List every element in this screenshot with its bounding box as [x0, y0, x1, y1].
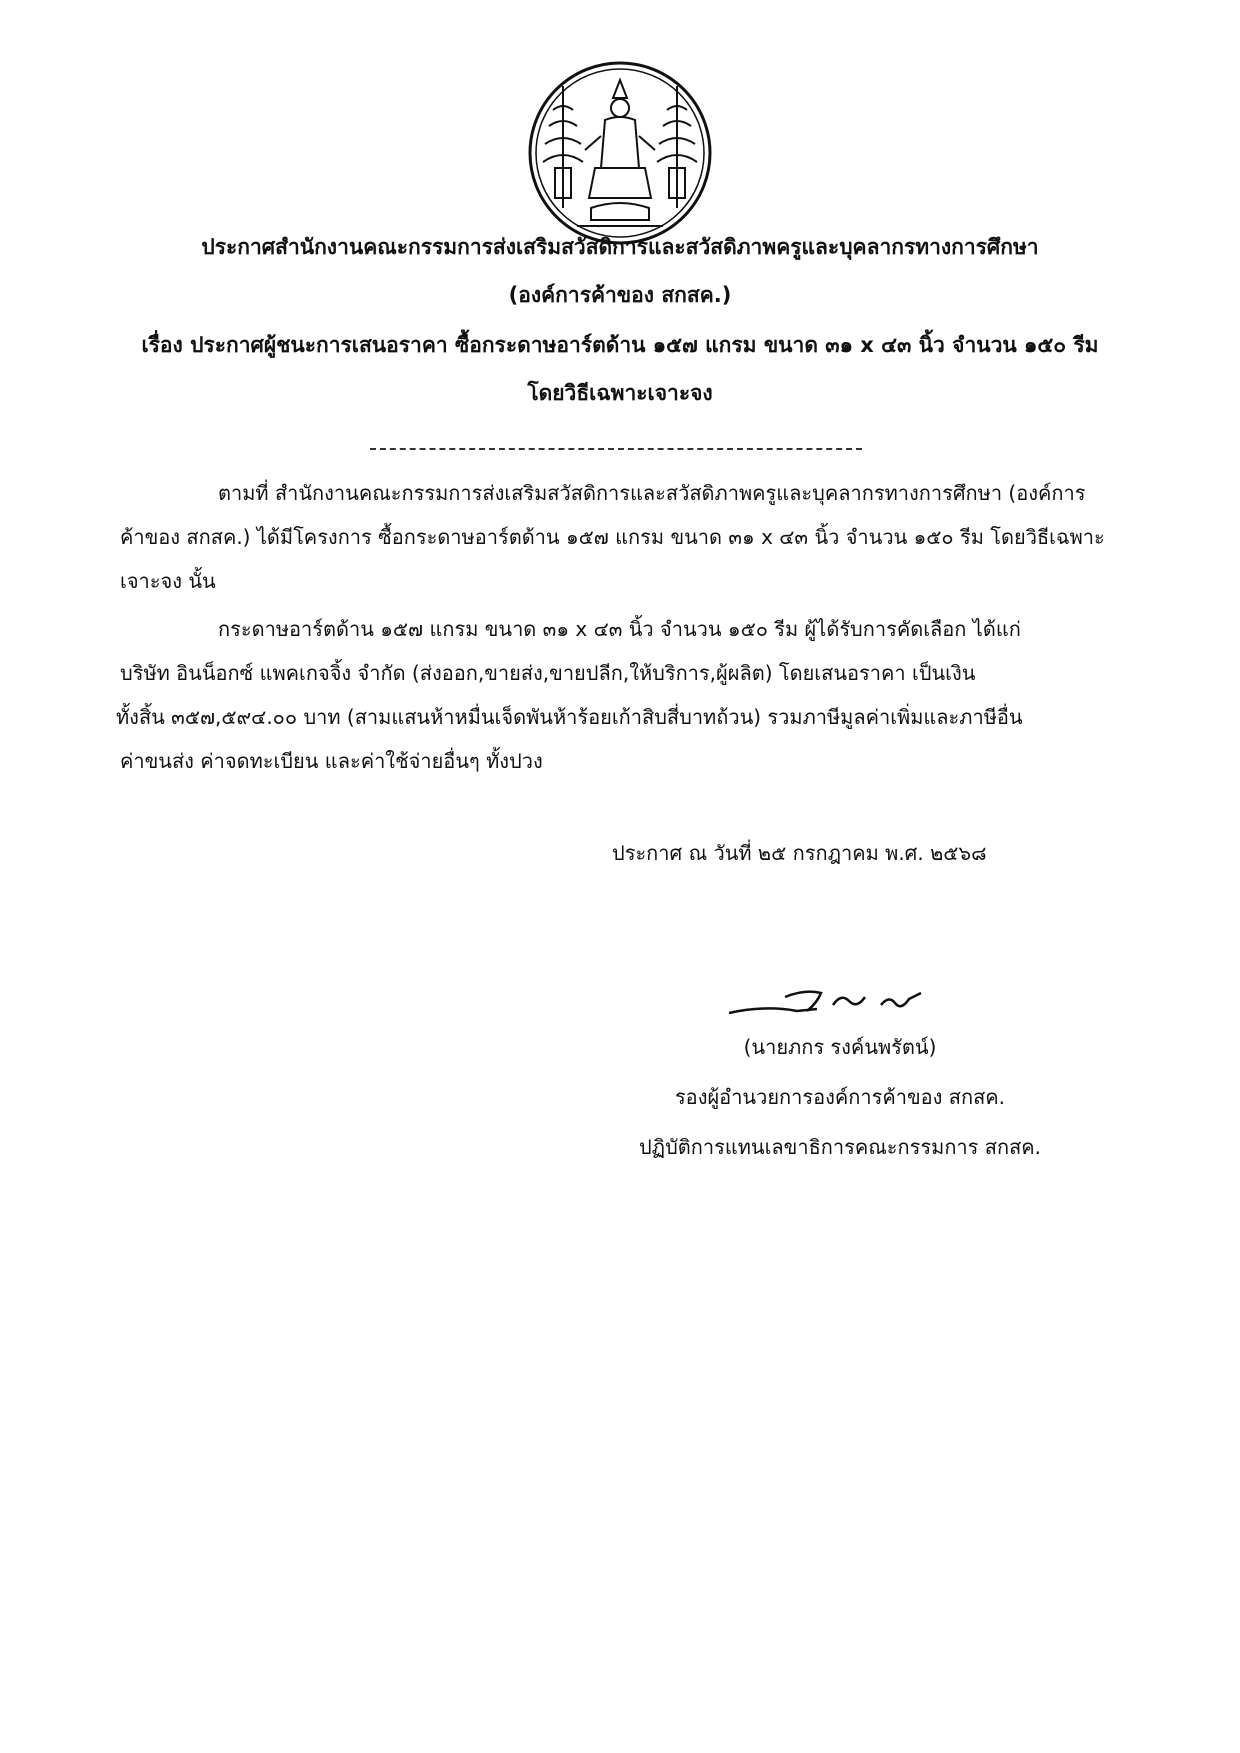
paragraph-2-line-4: ค่าขนส่ง ค่าจดทะเบียน และค่าใช้จ่ายอื่นๆ ทั้งปวง [120, 749, 543, 773]
subject-line-continued: โดยวิธีเฉพาะเจาะจง [527, 381, 713, 405]
paragraph-2-line-1: กระดาษอาร์ตด้าน ๑๕๗ แกรม ขนาด ๓๑ x ๔๓ นิ้ว จำนวน ๑๕๐ รีม ผู้ได้รับการคัดเลือก ได้แก่ [218, 617, 1021, 641]
announcement-date: ประกาศ ณ วันที่ ๒๕ กรกฎาคม พ.ศ. ๒๕๖๘ [612, 841, 987, 865]
signatory-acting-position: ปฏิบัติการแทนเลขาธิการคณะกรรมการ สกสค. [638, 1135, 1042, 1159]
emblem-seal-icon [525, 58, 715, 248]
paragraph-2-line-2: บริษัท อินน็อกซ์ แพคเกจจิ้ง จำกัด (ส่งออก,ขายส่ง,ขายปลีก,ให้บริการ,ผู้ผลิต) โดยเสนอราคา เป็นเงิน [120, 661, 976, 685]
title-line-1: ประกาศสำนักงานคณะกรรมการส่งเสริมสวัสดิการและสวัสดิภาพครูและบุคลากรทางการศึกษา [201, 235, 1039, 259]
title-divider [370, 448, 862, 450]
handwritten-signature [725, 975, 945, 1035]
paragraph-1-line-1: ตามที่ สำนักงานคณะกรรมการส่งเสริมสวัสดิการและสวัสดิภาพครูและบุคลากรทางการศึกษา (องค์การ [218, 481, 1086, 505]
paragraph-2-line-3: ทั้งสิ้น ๓๕๗,๕๙๔.๐๐ บาท (สามแสนห้าหมื่นเจ็ดพันห้าร้อยเก้าสิบสี่บาทถ้วน) รวมภาษีมูลค่าเพิ่มและภาษีอื่น [116, 705, 1023, 729]
signatory-position: รองผู้อำนวยการองค์การค้าของ สกสค. [674, 1085, 1006, 1109]
title-line-2: (องค์การค้าของ สกสค.) [508, 283, 732, 307]
signatory-name: (นายภกร รงค์นพรัตน์) [743, 1035, 937, 1059]
paragraph-1-line-2: ค้าของ สกสค.) ได้มีโครงการ ซื้อกระดาษอาร์ตด้าน ๑๕๗ แกรม ขนาด ๓๑ x ๔๓ นิ้ว จำนวน ๑๕๐ รีม โดยวิธีเฉพาะ [120, 525, 1105, 549]
subject-line: เรื่อง ประกาศผู้ชนะการเสนอราคา ซื้อกระดาษอาร์ตด้าน ๑๕๗ แกรม ขนาด ๓๑ x ๔๓ นิ้ว จำนวน ๑๕๐ รีม [141, 333, 1099, 357]
paragraph-1-line-3: เจาะจง นั้น [120, 569, 216, 593]
